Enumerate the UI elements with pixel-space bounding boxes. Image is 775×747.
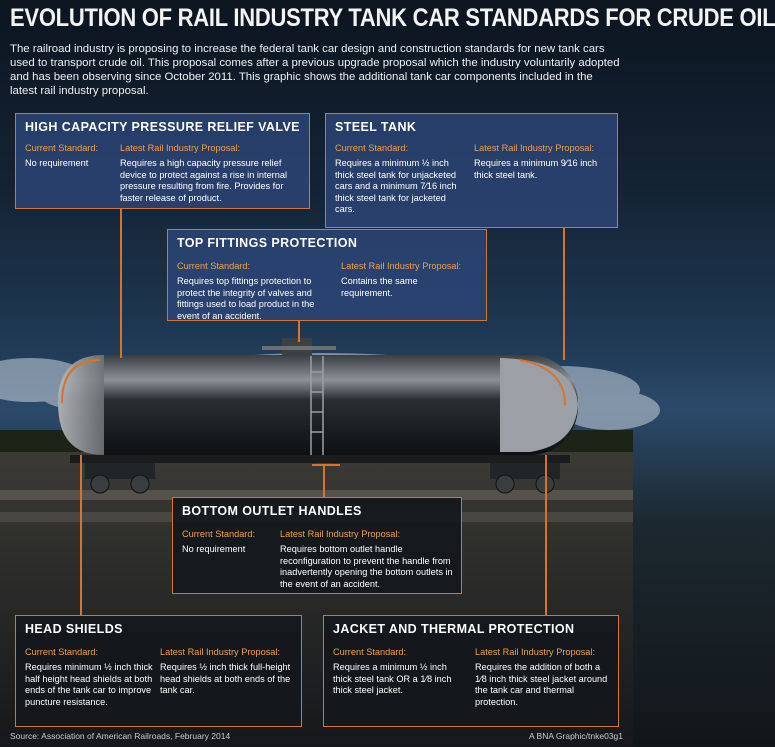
proposal-bottom-outlet: Requires bottom outlet handle reconfiguration to prevent the handle from inadvertently opening the bottom outlets in the event of an accident. [280,544,453,589]
heading-jacket-thermal: JACKET AND THERMAL PROTECTION [333,622,575,636]
leader-line-steel-tank [563,227,565,360]
heading-head-shields: HEAD SHIELDS [25,622,123,636]
leader-line-relief-valve [120,208,122,358]
source-note: Source: Association of American Railroads, February 2014 [10,731,231,741]
leader-line-jacket [545,455,547,615]
label-proposal-top-fittings: Latest Rail Industry Proposal: [341,261,462,271]
box-bottom-outlet [172,497,462,594]
current-jacket: Requires a minimum ½ inch thick steel tank OR a 1⁄8 inch thick steel jacket. [333,662,452,695]
label-current-top-fittings: Current Standard: [177,261,251,271]
current-relief-valve: No requirement [25,158,89,168]
leader-line-head-shields [80,455,82,615]
label-proposal-jacket: Latest Rail Industry Proposal: [475,647,596,657]
current-top-fittings: Requires top fittings protection to protect the integrity of valves and fittings used to load product in the event of an accident. [177,276,315,321]
proposal-top-fittings: Contains the same requirement. [341,276,418,298]
heading-top-fittings: TOP FITTINGS PROTECTION [177,236,358,250]
label-proposal-bottom-outlet: Latest Rail Industry Proposal: [280,529,401,539]
label-proposal-relief-valve: Latest Rail Industry Proposal: [120,143,241,153]
box-steel-tank [325,113,618,228]
current-steel-tank: Requires a minimum ½ inch thick steel tank for unjacketed cars and a minimum 7⁄16 inch thick steel tank for jacketed cars. [335,158,457,214]
heading-bottom-outlet: BOTTOM OUTLET HANDLES [182,504,362,518]
proposal-jacket: Requires the addition of both a 1⁄8 inch thick steel jacket around the tank car and thermal protection. [475,662,608,707]
heading-steel-tank: STEEL TANK [335,120,417,134]
label-current-head-shields: Current Standard: [25,647,99,657]
box-top-fittings [167,229,487,321]
label-proposal-head-shields: Latest Rail Industry Proposal: [160,647,281,657]
box-head-shields [15,615,302,727]
label-proposal-steel-tank: Latest Rail Industry Proposal: [474,143,595,153]
leader-line-bottom-outlet [323,465,325,497]
label-current-bottom-outlet: Current Standard: [182,529,256,539]
proposal-relief-valve: Requires a high capacity pressure relief device to protect against a rise in internal pressure resulting from fire. Provides for faster release of product. [120,158,287,203]
box-relief-valve [15,113,310,209]
proposal-steel-tank: Requires a minimum 9⁄16 inch thick steel tank. [474,158,598,180]
current-bottom-outlet: No requirement [182,544,246,554]
intro-text: The railroad industry is proposing to increase the federal tank car design and construction standards for new tank cars used to transport crude oil. This proposal comes after a previous upgrade proposal which the industry voluntarily adopted and has been observing since October 2011. This graphic shows the additional tank car components included in the latest rail industry proposal. [10,43,620,97]
page-title: EVOLUTION OF RAIL INDUSTRY TANK CAR STANDARDS FOR CRUDE OIL [10,4,775,32]
graphic-credit: A BNA Graphic/tnke03g1 [528,731,623,741]
current-head-shields: Requires minimum ½ inch thick half height head shields at both ends of the tank car to improve puncture resistance. [25,662,153,707]
label-current-jacket: Current Standard: [333,647,407,657]
label-current-relief-valve: Current Standard: [25,143,99,153]
heading-relief-valve: HIGH CAPACITY PRESSURE RELIEF VALVE [25,120,300,134]
proposal-head-shields: Requires ½ inch thick full-height head shields at both ends of the tank car. [160,662,291,695]
label-current-steel-tank: Current Standard: [335,143,409,153]
box-jacket-thermal [323,615,619,727]
leader-line-top-fittings [298,320,300,342]
